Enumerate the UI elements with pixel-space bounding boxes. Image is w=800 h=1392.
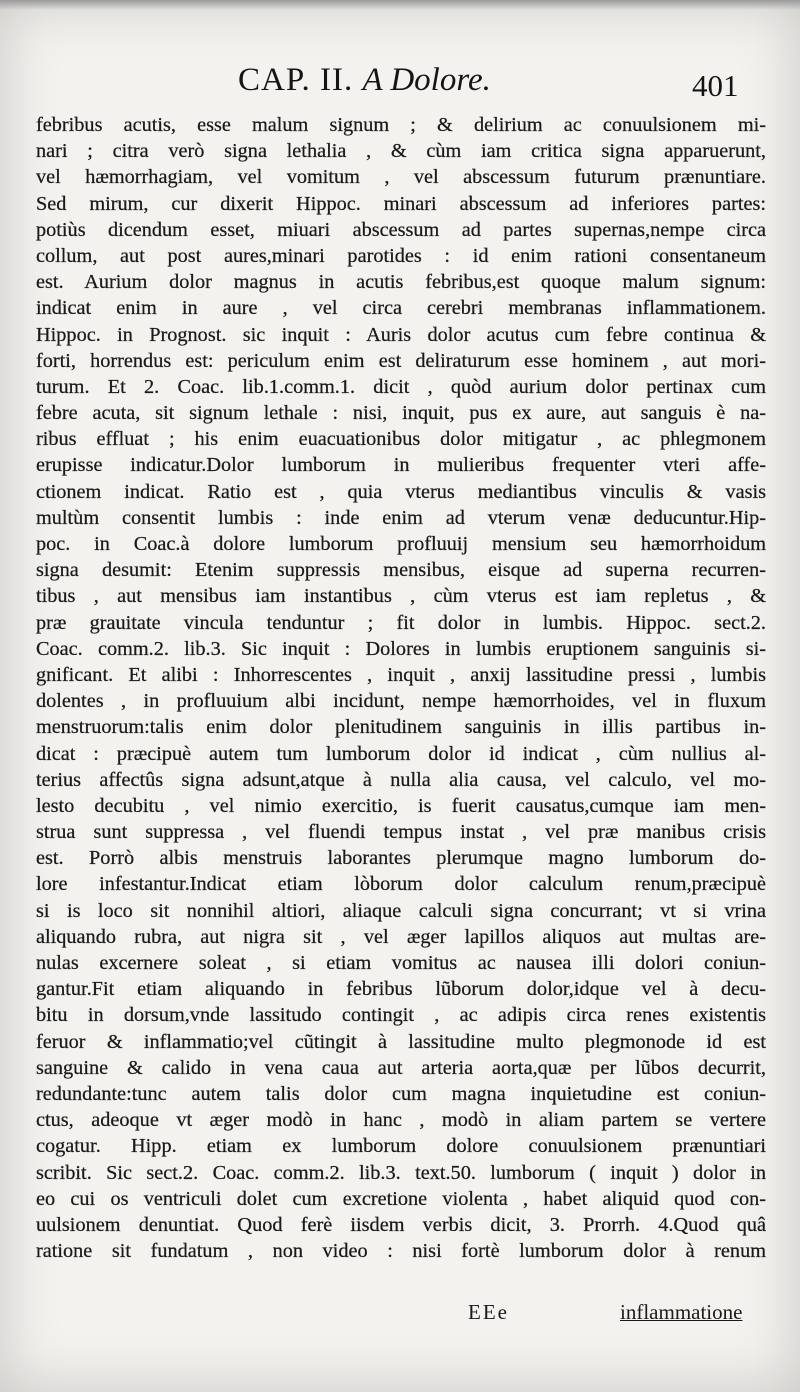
body-text <box>36 112 766 1264</box>
text-line: dicat : præcipuè autem tum lumborum dolor id indicat , cùm nullius al- <box>36 742 766 765</box>
text-line: aliquando rubra, aut nigra sit , vel æger lapillos aliquos aut multas are- <box>36 925 766 948</box>
text-line: multùm consentit lumbis : inde enim ad vterum venæ deducuntur.Hip- <box>36 506 766 529</box>
text-line: uulsionem denuntiat. Quod ferè iisdem verbis dicit, 3. Prorrh. 4.Quod quâ <box>36 1213 766 1236</box>
text-line: si is loco sit nonnihil altiori, aliaque calculi signa concurrant; vt si vrina <box>36 899 766 922</box>
text-line: ribus effluat ; his enim euacuationibus dolor mitigatur , ac phlegmonem <box>36 428 766 451</box>
text-line: tibus , aut mensibus iam instantibus , cùm vterus est iam repletus , & <box>36 585 766 608</box>
running-head <box>238 62 491 99</box>
text-line: collum, aut post aures,minari parotides : id enim rationi consentaneum <box>36 244 766 267</box>
text-line: nari ; citra verò signa lethalia , & cùm iam critica signa apparuerunt, <box>36 140 766 163</box>
text-line: strua sunt suppressa , vel fluendi tempus instat , vel præ manibus crisis <box>36 821 766 844</box>
text-line: terius affectûs signa adsunt,atque à nulla alia causa, vel calculo, vel mo- <box>36 768 766 791</box>
text-line: eo cui os ventriculi dolet cum excretione violenta , habet aliquid quod con- <box>36 1187 766 1210</box>
text-line: turum. Et 2. Coac. lib.1.comm.1. dicit , quòd aurium dolor pertinax cum <box>36 375 766 398</box>
text-line: forti, horrendus est: periculum enim est deliraturum esse hominem , aut mori- <box>36 349 766 372</box>
page-top-edge <box>0 0 800 10</box>
text-line: est. Porrò albis menstruis laborantes plerumque magno lumborum do- <box>36 847 766 870</box>
signature-mark: EEe <box>468 1300 509 1324</box>
text-line: redundante:tunc autem talis dolor cum magna inquietudine est coniun- <box>36 1082 766 1105</box>
page-header <box>0 60 800 104</box>
text-line: scribit. Sic sect.2. Coac. comm.2. lib.3. text.50. lumborum ( inquit ) dolor in <box>36 1161 766 1184</box>
text-line: Coac. comm.2. lib.3. Sic inquit : Dolores in lumbis eruptionem sanguinis si- <box>36 637 766 660</box>
text-line: febre acuta, sit signum lethale : nisi, inquit, pus ex aure, aut sanguis è na- <box>36 402 766 425</box>
text-line: gantur.Fit etiam aliquando in febribus lũborum dolor,idque vel à decu- <box>36 978 766 1001</box>
text-line: poc. in Coac.à dolore lumborum profluuij mensium seu hæmorrhoidum <box>36 533 766 555</box>
text-line: nulas excernere soleat , si etiam vomitus ac nausea illi dolori coniun- <box>36 952 766 974</box>
text-line: ratione sit fundatum , non video : nisi fortè lumborum dolor à renum <box>36 1240 766 1263</box>
text-line: ctionem indicat. Ratio est , quia vterus mediantibus vinculis & vasis <box>36 480 766 503</box>
text-line: febribus acutis, esse malum signum ; & delirium ac conuulsionem mi- <box>36 114 766 136</box>
chapter-label: CAP. II. <box>238 62 354 98</box>
text-line: vel hæmorrhagiam, vel vomitum , vel abscessum futurum prænuntiare. <box>36 166 766 189</box>
text-line: indicat enim in aure , vel circa cerebri membranas inflammationem. <box>36 297 766 320</box>
text-line: ctus, adeoque vt æger modò in hanc , modò in aliam partem se vertere <box>36 1109 766 1132</box>
text-line: menstruorum:talis enim dolor plenitudinem sanguinis in illis partibus in- <box>36 716 766 739</box>
text-line: bitu in dorsum,vnde lassitudo contingit , ac adipis circa renes existentis <box>36 1004 766 1027</box>
text-line: lesto decubitu , vel nimio exercitio, is fuerit causatus,cumque iam men- <box>36 794 766 817</box>
chapter-title: A Dolore. <box>362 62 491 98</box>
page-footer <box>0 1296 800 1336</box>
text-line: præ grauitate vincula tenduntur ; fit dolor in lumbis. Hippoc. sect.2. <box>36 611 766 634</box>
text-line: Sed mirum, cur dixerit Hippoc. minari abscessum ad inferiores partes: <box>36 192 766 215</box>
text-line: est. Aurium dolor magnus in acutis febribus,est quoque malum signum: <box>36 271 766 294</box>
text-line: sanguine & calido in vena caua aut arteria aorta,quæ per lũbos decurrit, <box>36 1056 766 1079</box>
catchword: inflammatione <box>620 1300 743 1324</box>
text-line: gnificant. Et alibi : Inhorrescentes , inquit , anxij lassitudine pressi , lumbis <box>36 663 766 686</box>
text-line: dolentes , in profluuium albi incidunt, nempe hæmorrhoides, vel in fluxum <box>36 690 766 713</box>
text-line: feruor & inflammatio;vel cũtingit à lassitudine multo plegmonode id est <box>36 1030 766 1053</box>
text-line: erupisse indicatur.Dolor lumborum in mulieribus frequenter vteri affe- <box>36 454 766 477</box>
page-number: 401 <box>692 68 739 103</box>
text-line: Hippoc. in Prognost. sic inquit : Auris dolor acutus cum febre continua & <box>36 323 766 346</box>
text-line: cogatur. Hipp. etiam ex lumborum dolore conuulsionem prænuntiari <box>36 1135 766 1158</box>
text-line: lore infestantur.Indicat etiam lòborum dolor calculum renum,præcipuè <box>36 873 766 896</box>
text-line: potiùs dicendum esset, miuari abscessum ad partes supernas,nempe circa <box>36 218 766 241</box>
text-line: signa desumit: Etenim suppressis mensibus, eisque ad superna recurren- <box>36 559 766 582</box>
